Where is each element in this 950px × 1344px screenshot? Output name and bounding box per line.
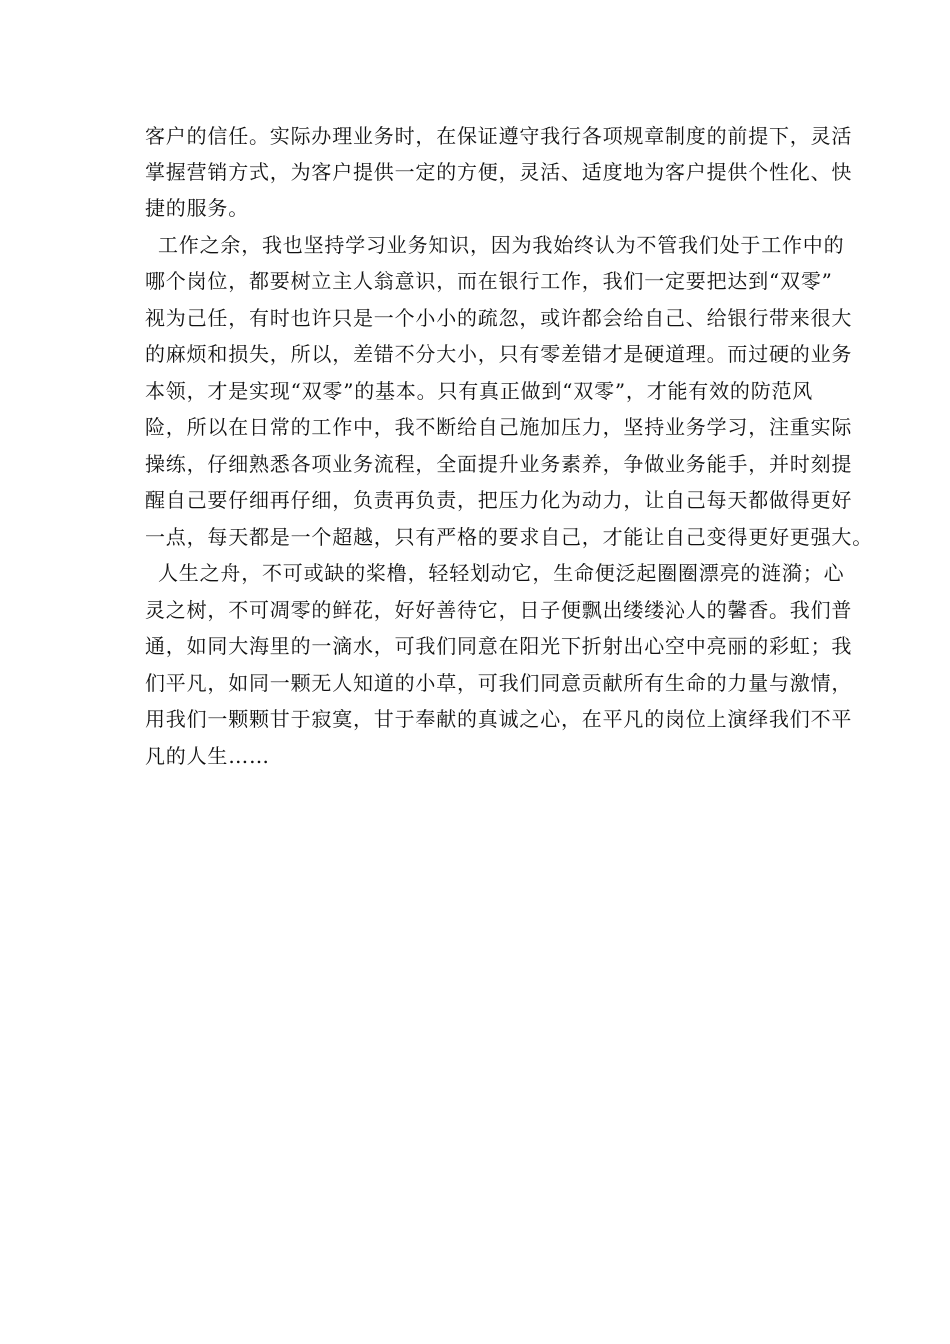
text-line: 哪个岗位，都要树立主人翁意识，而在银行工作，我们一定要把达到“双零” — [145, 269, 833, 293]
text-line: 灵之树，不可凋零的鲜花，好好善待它，日子便飘出缕缕沁人的馨香。我们普 — [145, 598, 853, 622]
text-line: 用我们一颗颗甘于寂寞，甘于奉献的真诚之心，在平凡的岗位上演绎我们不平 — [145, 707, 853, 731]
text-line: 的麻烦和损失，所以，差错不分大小，只有零差错才是硬道理。而过硬的业务 — [145, 342, 853, 366]
text-line: 掌握营销方式，为客户提供一定的方便，灵活、适度地为客户提供个性化、快 — [145, 160, 853, 184]
text-line: 们平凡，如同一颗无人知道的小草，可我们同意贡献所有生命的力量与激情， — [145, 671, 853, 695]
text-line: 醒自己要仔细再仔细，负责再负责，把压力化为动力，让自己每天都做得更好 — [145, 488, 853, 512]
text-line: 一点，每天都是一个超越，只有严格的要求自己，才能让自己变得更好更强大。 — [145, 525, 873, 549]
text-line: 捷的服务。 — [145, 196, 249, 220]
text-line: 工作之余，我也坚持学习业务知识，因为我始终认为不管我们处于工作中的 — [158, 233, 845, 257]
text-line: 本领，才是实现“双零”的基本。只有真正做到“双零”，才能有效的防范风 — [145, 379, 814, 403]
text-line: 视为己任，有时也许只是一个小小的疏忽，或许都会给自己、给银行带来很大 — [145, 306, 853, 330]
text-line: 操练，仔细熟悉各项业务流程，全面提升业务素养，争做业务能手，并时刻提 — [145, 452, 853, 476]
text-line: 凡的人生…… — [145, 744, 270, 768]
text-line: 通，如同大海里的一滴水，可我们同意在阳光下折射出心空中亮丽的彩虹；我 — [145, 634, 853, 658]
text-line: 客户的信任。实际办理业务时，在保证遵守我行各项规章制度的前提下，灵活 — [145, 124, 853, 148]
text-line: 险，所以在日常的工作中，我不断给自己施加压力，坚持业务学习，注重实际 — [145, 415, 853, 439]
text-line: 人生之舟，不可或缺的桨橹，轻轻划动它，生命便泛起圈圈漂亮的涟漪；心 — [158, 561, 845, 585]
